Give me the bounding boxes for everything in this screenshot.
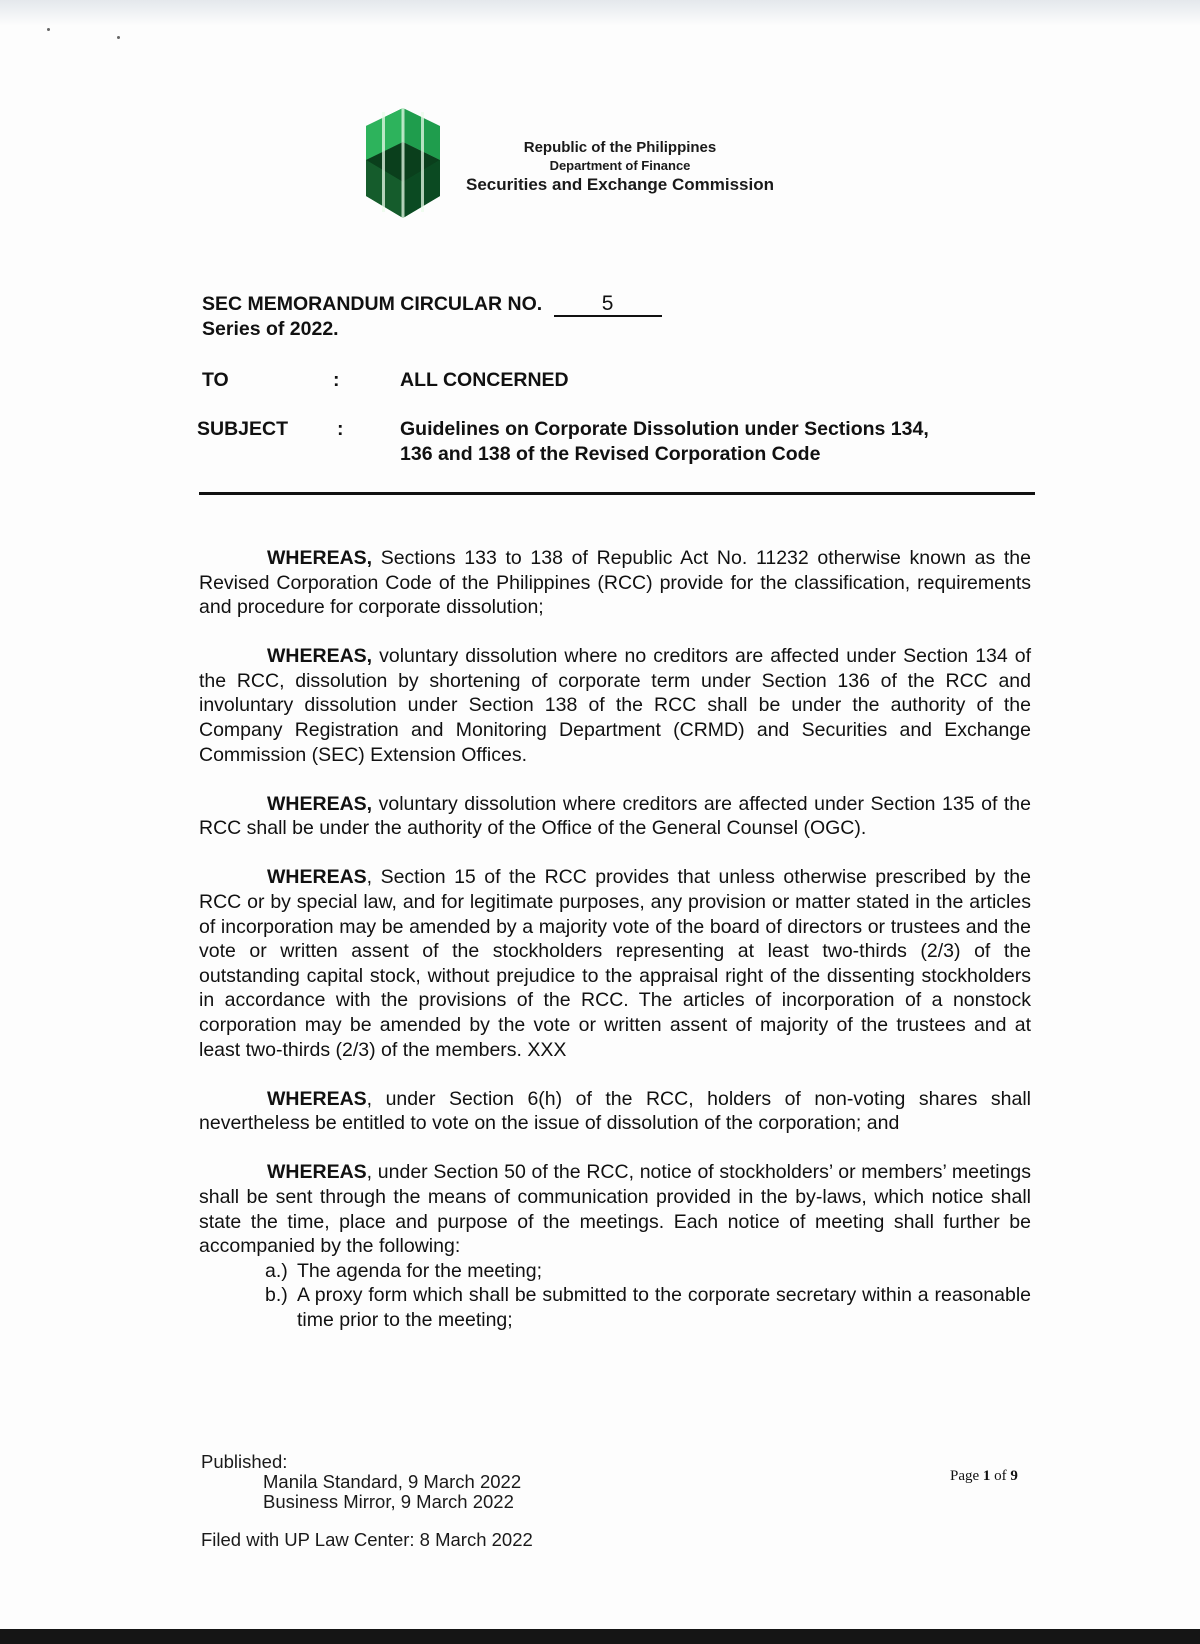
subject-line-1: Guidelines on Corporate Dissolution under Sections 134,	[400, 418, 929, 440]
paragraph-text: , under Section 50 of the RCC, notice of stockholders’ or members’ meetings shall be sent through the means of communication provided in the by-laws, which notice shall state the time, place and purpose of the meetings. Each notice of meeting shall further be accompanied by the following:	[199, 1161, 1031, 1258]
filed-note: Filed with UP Law Center: 8 March 2022	[201, 1529, 533, 1550]
memo-number: 5	[554, 293, 662, 317]
letterhead	[366, 108, 806, 220]
letterhead-text	[450, 138, 790, 196]
memo-heading	[202, 292, 662, 341]
list-item-text: The agenda for the meeting;	[297, 1259, 542, 1282]
publication-2: Business Mirror, 9 March 2022	[263, 1491, 514, 1512]
list-item-text: A proxy form which shall be submitted to the corporate secretary within a reasonable time prior to the meeting;	[297, 1284, 1031, 1331]
page-of: of	[994, 1468, 1007, 1484]
whereas-paragraph-3	[199, 792, 1031, 841]
subject-line-2: 136 and 138 of the Revised Corporation Code	[400, 443, 821, 465]
sec-crystal-logo-icon	[366, 108, 440, 218]
whereas-lead: WHEREAS,	[267, 792, 373, 815]
scan-edge-bottom	[0, 1629, 1200, 1644]
subject-value	[400, 417, 1040, 467]
notice-requirements-list	[199, 1259, 1031, 1333]
whereas-lead: WHEREAS	[267, 1087, 367, 1110]
whereas-paragraph-6	[199, 1160, 1031, 1258]
page-prefix: Page	[950, 1468, 980, 1484]
whereas-lead: WHEREAS	[267, 1161, 367, 1184]
whereas-paragraph-5	[199, 1087, 1031, 1136]
paragraph-text: voluntary dissolution where creditors are affected under Section 135 of the RCC shall be under the authority of the Office of the General Counsel (OGC).	[199, 792, 1031, 840]
to-colon: :	[333, 369, 340, 391]
whereas-paragraph-4	[199, 865, 1031, 1062]
page-total: 9	[1010, 1468, 1018, 1484]
page-current: 1	[982, 1468, 991, 1484]
publication-1: Manila Standard, 9 March 2022	[263, 1471, 522, 1492]
paragraph-text: Sections 133 to 138 of Republic Act No. 11232 otherwise known as the Revised Corporation Code of the Philippines (RCC) provide for the classification, requirements and procedure for corporate dissolution;	[199, 547, 1031, 619]
to-value: ALL CONCERNED	[400, 369, 569, 391]
to-label: TO	[202, 369, 229, 391]
memo-series: Series of 2022.	[202, 318, 339, 340]
scan-speck	[47, 28, 50, 31]
scan-edge-top	[0, 0, 1200, 26]
whereas-lead: WHEREAS,	[267, 547, 373, 569]
header-divider	[199, 492, 1035, 495]
list-item	[199, 1283, 1031, 1332]
letterhead-commission: Securities and Exchange Commission	[466, 175, 774, 194]
scan-speck	[117, 36, 120, 39]
whereas-lead: WHEREAS,	[267, 645, 373, 668]
paragraph-text: , under Section 6(h) of the RCC, holders of non-voting shares shall nevertheless be entitled to vote on the issue of dissolution of the corporation; and	[199, 1087, 1031, 1135]
subject-label: SUBJECT	[197, 418, 289, 440]
memo-title: SEC MEMORANDUM CIRCULAR NO.	[202, 293, 543, 315]
list-marker: a.)	[265, 1259, 288, 1282]
published-label: Published:	[201, 1451, 288, 1472]
publication-footer	[201, 1452, 533, 1550]
page-number	[950, 1468, 1018, 1485]
paragraph-text: voluntary dissolution where no creditors are affected under Section 134 of the RCC, dissolution by shortening of corporate term under Section 136 of the RCC and involuntary dissolution under Section 138 of the RCC shall be under the authority of the Company Registration and Monitoring Department (CRMD) and Securities and Exchange Commission (SEC) Extension Offices.	[199, 645, 1031, 766]
whereas-paragraph-1	[199, 546, 1031, 620]
whereas-paragraph-2	[199, 644, 1031, 767]
document-body	[199, 546, 1031, 1333]
whereas-lead: WHEREAS	[267, 866, 367, 889]
list-marker: b.)	[265, 1284, 288, 1307]
paragraph-text: , Section 15 of the RCC provides that unless otherwise prescribed by the RCC or by special law, and for legitimate purposes, any provision or matter stated in the articles of incorporation may be amended by a majority vote of the board of directors or trustees and the vote or written assent of the stockholders representing at least two-thirds (2/3) of the outstanding capital stock, without prejudice to the appraisal right of the dissenting stockholders in accordance with the provisions of the RCC. The articles of incorporation of a nonstock corporation may be amended by the vote or written assent of majority of the trustees and at least two-thirds (2/3) of the members. XXX	[199, 866, 1031, 1061]
subject-colon: :	[337, 418, 344, 440]
letterhead-department: Department of Finance	[549, 158, 691, 173]
list-item	[199, 1259, 1031, 1284]
letterhead-republic: Republic of the Philippines	[523, 139, 717, 156]
